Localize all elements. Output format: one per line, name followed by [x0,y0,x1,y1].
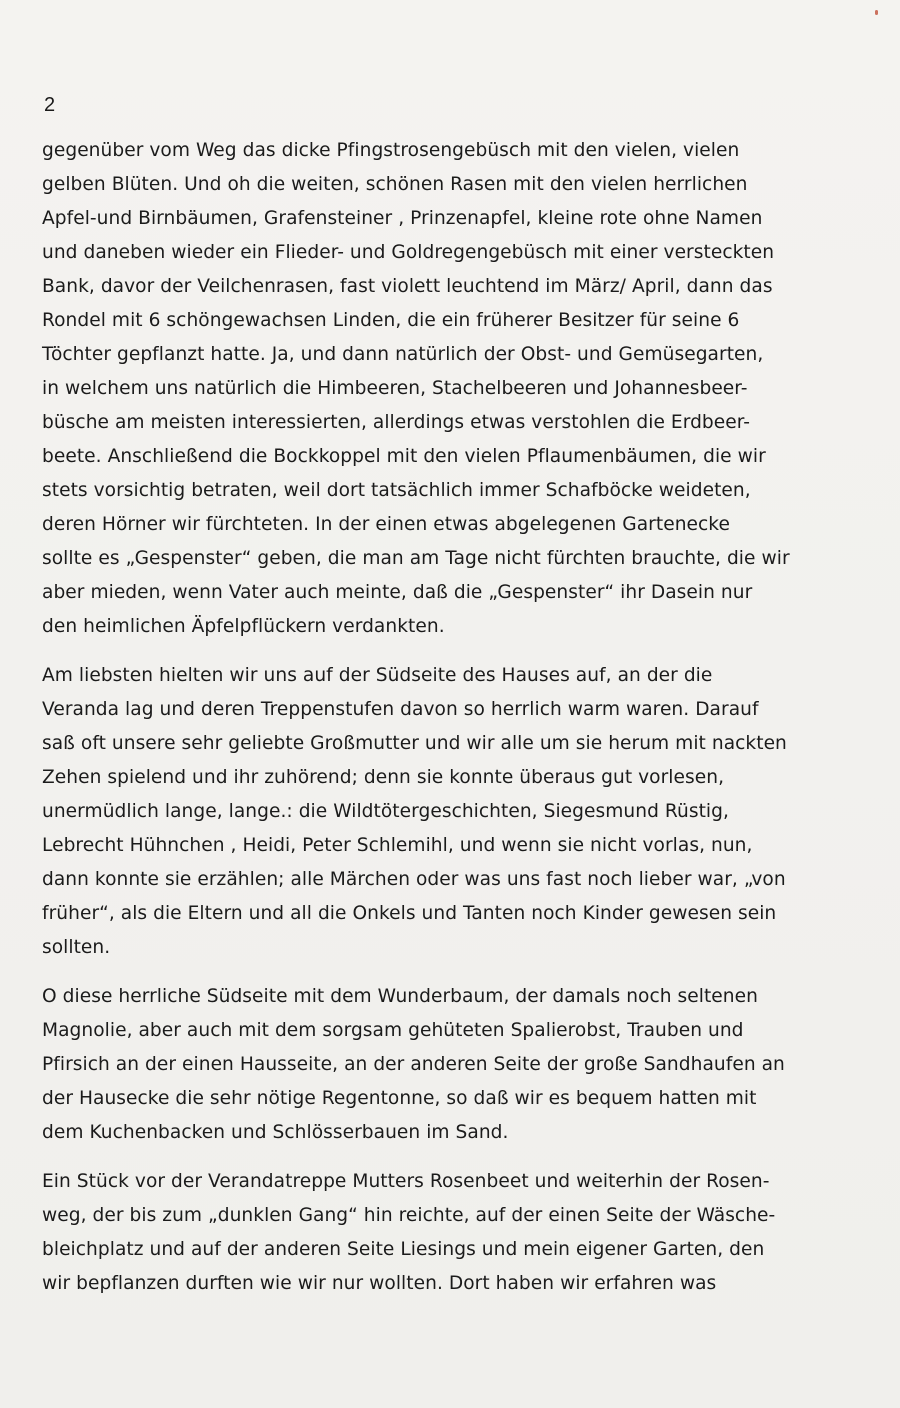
text-line: den heimlichen Äpfelpflückern verdankten. [42,616,445,637]
text-line: in welchem uns natürlich die Himbeeren, Stachelbeeren und Johannesbeer- [42,378,748,399]
body-text [42,134,862,1316]
ink-speck [875,10,878,15]
text-line: Bank, davor der Veilchenrasen, fast violett leuchtend im März/ April, dann das [42,276,773,297]
text-line: gelben Blüten. Und oh die weiten, schönen Rasen mit den vielen herrlichen [42,174,748,195]
text-line: deren Hörner wir fürchteten. In der einen etwas abgelegenen Gartenecke [42,514,730,535]
text-line: O diese herrliche Südseite mit dem Wunderbaum, der damals noch seltenen [42,986,758,1007]
text-line: früher“, als die Eltern und all die Onkels und Tanten noch Kinder gewesen sein [42,903,777,924]
text-line: Zehen spielend und ihr zuhörend; denn sie konnte überaus gut vorlesen, [42,767,725,788]
text-line: wir bepflanzen durften wie wir nur wollten. Dort haben wir erfahren was [42,1273,717,1294]
text-line: sollten. [42,937,111,958]
text-line: Magnolie, aber auch mit dem sorgsam gehüteten Spalierobst, Trauben und [42,1020,744,1041]
text-line: unermüdlich lange, lange.: die Wildtötergeschichten, Siegesmund Rüstig, [42,801,729,822]
page-number: 2 [44,94,56,116]
paragraph-4 [42,1165,862,1301]
text-line: saß oft unsere sehr geliebte Großmutter und wir alle um sie herum mit nackten [42,733,787,754]
text-line: Apfel-und Birnbäumen, Grafensteiner , Prinzenapfel, kleine rote ohne Namen [42,208,763,229]
text-line: dem Kuchenbacken und Schlösserbauen im Sand. [42,1122,509,1143]
text-line: sollte es „Gespenster“ geben, die man am Tage nicht fürchten brauchte, die wir [42,548,790,569]
text-line: Veranda lag und deren Treppenstufen davon so herrlich warm waren. Darauf [42,699,759,720]
text-line: bleichplatz und auf der anderen Seite Liesings und mein eigener Garten, den [42,1239,765,1260]
paragraph-1 [42,134,862,644]
text-line: gegenüber vom Weg das dicke Pfingstrosengebüsch mit den vielen, vielen [42,140,740,161]
text-line: der Hausecke die sehr nötige Regentonne, so daß wir es bequem hatten mit [42,1088,757,1109]
text-line: Am liebsten hielten wir uns auf der Südseite des Hauses auf, an der die [42,665,713,686]
paragraph-2 [42,659,862,965]
text-line: stets vorsichtig betraten, weil dort tatsächlich immer Schafböcke weideten, [42,480,751,501]
text-line: und daneben wieder ein Flieder- und Goldregengebüsch mit einer versteckten [42,242,775,263]
text-line: Rondel mit 6 schöngewachsen Linden, die ein früherer Besitzer für seine 6 [42,310,740,331]
text-line: aber mieden, wenn Vater auch meinte, daß die „Gespenster“ ihr Dasein nur [42,582,753,603]
text-line: Lebrecht Hühnchen , Heidi, Peter Schlemihl, und wenn sie nicht vorlas, nun, [42,835,753,856]
text-line: büsche am meisten interessierten, allerdings etwas verstohlen die Erdbeer- [42,412,751,433]
text-line: Ein Stück vor der Verandatreppe Mutters Rosenbeet und weiterhin der Rosen- [42,1171,770,1192]
text-line: beete. Anschließend die Bockkoppel mit den vielen Pflaumenbäumen, die wir [42,446,766,467]
paragraph-3 [42,980,862,1150]
text-line: weg, der bis zum „dunklen Gang“ hin reichte, auf der einen Seite der Wäsche- [42,1205,776,1226]
text-line: Pfirsich an der einen Hausseite, an der anderen Seite der große Sandhaufen an [42,1054,785,1075]
text-line: dann konnte sie erzählen; alle Märchen oder was uns fast noch lieber war, „von [42,869,786,890]
text-line: Töchter gepflanzt hatte. Ja, und dann natürlich der Obst- und Gemüsegarten, [42,344,764,365]
